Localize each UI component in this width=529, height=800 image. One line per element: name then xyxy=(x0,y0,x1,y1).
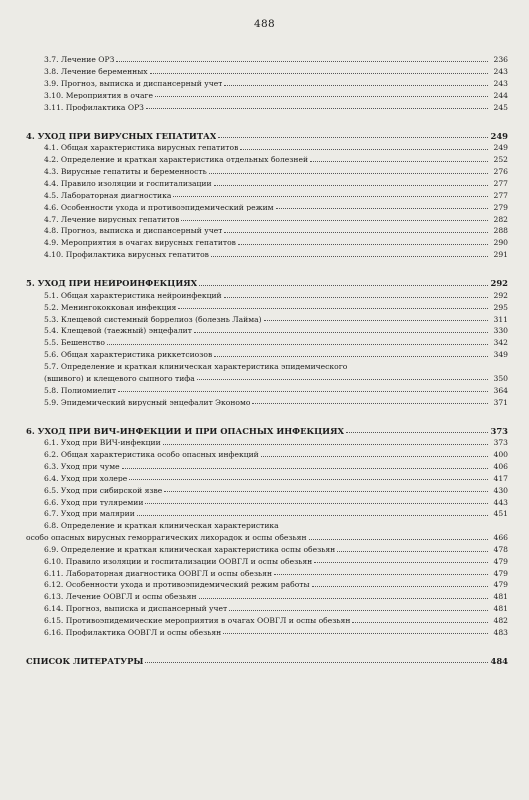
toc-entry-page: 406 xyxy=(493,462,508,472)
leader-dots xyxy=(224,297,488,298)
leader-dots xyxy=(346,432,488,433)
toc-entry-label: особо опасных вирусных геморрагических лихорадок и оспы обезьян xyxy=(26,534,307,542)
leader-dots xyxy=(314,562,488,563)
table-of-contents xyxy=(20,52,508,665)
toc-entry[interactable] xyxy=(20,323,508,335)
toc-entry-label: 4.7. Лечение вирусных гепатитов xyxy=(44,215,180,224)
toc-entry[interactable] xyxy=(20,459,508,471)
leader-dots xyxy=(178,308,488,309)
toc-entry-page: 243 xyxy=(493,67,508,77)
toc-entry-page: 479 xyxy=(493,580,508,590)
toc-entry-page: 364 xyxy=(493,385,508,395)
ch5-items xyxy=(20,288,508,406)
toc-entry-page: 481 xyxy=(493,592,508,602)
toc-entry-label: 6.3. Уход при чуме xyxy=(44,463,120,471)
toc-entry[interactable] xyxy=(20,211,508,223)
toc-entry[interactable] xyxy=(20,447,508,459)
toc-entry-label: 5.7. Определение и краткая клиническая характеристика эпидемического xyxy=(44,362,348,371)
literature-heading[interactable] xyxy=(20,646,508,665)
page-number: 488 xyxy=(254,18,275,30)
toc-entry-label: 5.8. Полиомиелит xyxy=(44,386,117,395)
toc-entry[interactable] xyxy=(20,140,508,152)
leader-dots xyxy=(163,444,488,445)
toc-entry[interactable] xyxy=(20,199,508,211)
chapter-title: 5. УХОД ПРИ НЕЙРОИНФЕКЦИЯХ xyxy=(26,279,198,288)
toc-entry[interactable] xyxy=(20,64,508,76)
toc-entry-page: 371 xyxy=(493,397,508,407)
chapter-heading[interactable] xyxy=(20,121,508,140)
ch3-items xyxy=(20,52,508,111)
toc-entry-page: 295 xyxy=(493,302,508,312)
leader-dots xyxy=(264,320,488,321)
toc-entry-label: 4.6. Особенности ухода и противоэпидемический режим xyxy=(44,203,274,212)
toc-entry-page: 350 xyxy=(493,373,508,383)
toc-entry-page: 479 xyxy=(493,556,508,566)
toc-entry-page: 291 xyxy=(493,250,508,260)
toc-entry[interactable] xyxy=(20,394,508,406)
toc-entry-label: 3.7. Лечение ОРЗ xyxy=(44,56,115,64)
leader-dots xyxy=(214,185,488,186)
toc-entry[interactable] xyxy=(20,542,508,554)
leader-dots xyxy=(252,403,488,404)
toc-entry-label: 4.3. Вирусные гепатиты и беременность xyxy=(44,168,207,176)
toc-entry-label: 4.9. Мероприятия в очагах вирусных гепатитов xyxy=(44,239,236,247)
toc-entry-page: 482 xyxy=(493,616,508,625)
toc-entry-page: 282 xyxy=(493,214,508,224)
toc-entry-label: 5.2. Менингококковая инфекция xyxy=(44,303,177,312)
leader-dots xyxy=(214,356,488,357)
toc-entry-label: 4.5. Лабораторная диагностика xyxy=(44,191,172,200)
toc-entry-page: 483 xyxy=(493,627,508,637)
toc-entry[interactable] xyxy=(20,494,508,506)
toc-entry-label: 6.6. Уход при туляремии xyxy=(44,498,144,507)
toc-entry-page: 430 xyxy=(493,485,508,495)
toc-entry-label: 6.5. Уход при сибирской язве xyxy=(44,486,163,495)
toc-entry-page: 330 xyxy=(493,326,508,336)
toc-entry-page: 466 xyxy=(493,533,508,543)
leader-dots xyxy=(229,610,488,611)
toc-entry[interactable] xyxy=(20,235,508,247)
toc-entry[interactable] xyxy=(20,99,508,111)
toc-entry-label: 3.9. Прогноз, выписка и диспансерный учет xyxy=(44,79,223,88)
toc-entry-label: 4.8. Прогноз, выписка и диспансерный учет xyxy=(44,227,223,235)
toc-entry[interactable] xyxy=(20,371,508,383)
toc-entry-page: 236 xyxy=(493,55,508,65)
leader-dots xyxy=(155,96,488,97)
toc-entry-page: 288 xyxy=(493,226,508,236)
leader-dots xyxy=(181,220,488,221)
toc-entry[interactable] xyxy=(20,589,508,601)
toc-entry-page: 373 xyxy=(493,438,508,448)
toc-entry-label: 6.7. Уход при малярии xyxy=(44,510,135,518)
chapter-page: 249 xyxy=(490,130,508,141)
toc-entry-page: 443 xyxy=(493,497,508,507)
toc-entry[interactable] xyxy=(20,554,508,566)
toc-entry[interactable] xyxy=(20,288,508,300)
toc-entry[interactable] xyxy=(20,76,508,88)
toc-entry[interactable] xyxy=(20,613,508,625)
leader-dots xyxy=(238,244,488,245)
toc-entry-page: 243 xyxy=(493,78,508,88)
ch4-items xyxy=(20,140,508,258)
leader-dots xyxy=(352,622,488,623)
leader-dots xyxy=(122,468,488,469)
toc-entry-label: 3.11. Профилактика ОРЗ xyxy=(44,103,144,112)
toc-entry-label: 6.2. Общая характеристика особо опасных инфекций xyxy=(44,451,259,459)
chapter-page: 292 xyxy=(490,278,508,289)
leader-dots xyxy=(209,173,488,174)
toc-entry-wrapped-line[interactable] xyxy=(20,518,508,530)
toc-entry-page: 481 xyxy=(493,604,508,614)
toc-entry-page: 279 xyxy=(493,202,508,212)
leader-dots xyxy=(310,161,488,162)
toc-entry-label: 5.9. Эпидемический вирусный энцефалит Экономо xyxy=(44,398,251,407)
toc-entry-label: 6.8. Определение и краткая клиническая характеристика xyxy=(44,522,279,530)
toc-entry-label: 5.6. Общая характеристика риккетсиозов xyxy=(44,351,213,359)
leader-dots xyxy=(199,285,488,286)
toc-entry-label: 6.16. Профилактика ООВГЛ и оспы обезьян xyxy=(44,628,222,637)
toc-entry[interactable] xyxy=(20,601,508,613)
toc-entry-page: 245 xyxy=(493,102,508,112)
toc-entry[interactable] xyxy=(20,335,508,347)
toc-entry-label: 6.13. Лечение ООВГЛ и оспы обезьян xyxy=(44,593,197,601)
leader-dots xyxy=(224,85,488,86)
toc-entry[interactable] xyxy=(20,164,508,176)
toc-entry-page: 479 xyxy=(493,568,508,578)
toc-entry-page: 311 xyxy=(493,314,508,324)
toc-entry-page: 478 xyxy=(493,544,508,554)
toc-entry-label: 6.9. Определение и краткая клиническая характеристика оспы обезьян xyxy=(44,545,336,554)
toc-entry-label: 3.10. Мероприятия в очаге xyxy=(44,91,153,100)
leader-dots xyxy=(223,633,488,634)
toc-entry-label: 6.12. Особенности ухода и противоэпидемический режим работы xyxy=(44,581,310,590)
toc-entry[interactable] xyxy=(20,300,508,312)
toc-entry[interactable] xyxy=(20,88,508,100)
toc-entry-label: (вшивого) и клещевого сыпного тифа xyxy=(44,374,195,383)
toc-entry-label: 5.5. Бешенство xyxy=(44,339,105,347)
toc-entry-label: 4.1. Общая характеристика вирусных гепатитов xyxy=(44,144,239,153)
toc-entry-label: 5.1. Общая характеристика нейроинфекций xyxy=(44,291,222,300)
toc-entry-label: 5.4. Клещевой (таежный) энцефалит xyxy=(44,327,192,336)
literature-page: 484 xyxy=(490,656,508,667)
toc-entry-page: 342 xyxy=(493,338,508,348)
toc-entry-label: 5.3. Клещевой системный боррелиоз (болезнь Лайма) xyxy=(44,315,262,324)
leader-dots xyxy=(194,332,488,333)
leader-dots xyxy=(199,598,488,599)
toc-entry-label: 6.4. Уход при холере xyxy=(44,474,128,483)
literature-title: СПИСОК ЛИТЕРАТУРЫ xyxy=(26,657,144,666)
toc-entry-page: 252 xyxy=(493,155,508,165)
toc-entry-page: 277 xyxy=(493,190,508,200)
chapter-heading[interactable] xyxy=(20,416,508,435)
toc-entry-label: 6.14. Прогноз, выписка и диспансерный учет xyxy=(44,605,228,613)
toc-entry[interactable] xyxy=(20,52,508,64)
toc-entry[interactable] xyxy=(20,176,508,188)
toc-entry-label: 4.2. Определение и краткая характеристика отдельных болезней xyxy=(44,156,309,164)
toc-entry[interactable] xyxy=(20,311,508,323)
toc-entry[interactable] xyxy=(20,223,508,235)
toc-entry-page: 417 xyxy=(493,473,508,483)
toc-entry[interactable] xyxy=(20,188,508,200)
toc-entry-page: 400 xyxy=(493,450,508,460)
leader-dots xyxy=(309,539,488,540)
leader-dots xyxy=(164,491,488,492)
chapter-title: 4. УХОД ПРИ ВИРУСНЫХ ГЕПАТИТАХ xyxy=(26,131,217,141)
leader-dots xyxy=(173,196,488,197)
toc-entry[interactable] xyxy=(20,382,508,394)
leader-dots xyxy=(211,256,488,257)
toc-entry-label: 6.1. Уход при ВИЧ-инфекции xyxy=(44,439,161,447)
leader-dots xyxy=(224,232,488,233)
leader-dots xyxy=(118,391,488,392)
toc-entry-label: 4.10. Профилактика вирусных гепатитов xyxy=(44,251,209,259)
leader-dots xyxy=(240,149,488,150)
toc-entry-label: 6.15. Противоэпидемические мероприятия в очагах ООВГЛ и оспы обезьян xyxy=(44,617,351,625)
leader-dots xyxy=(150,73,488,74)
toc-entry[interactable] xyxy=(20,435,508,447)
ch6-items xyxy=(20,435,508,636)
leader-dots xyxy=(261,456,488,457)
leader-dots xyxy=(129,479,488,480)
toc-entry[interactable] xyxy=(20,530,508,542)
toc-entry-label: 4.4. Правило изоляции и госпитализации xyxy=(44,180,212,188)
toc-entry-page: 276 xyxy=(493,167,508,177)
toc-entry-label: 6.10. Правило изоляции и госпитализации ООВГЛ и оспы обезьян xyxy=(44,557,313,566)
leader-dots xyxy=(137,515,488,516)
toc-entry-page: 451 xyxy=(493,509,508,519)
chapter-heading[interactable] xyxy=(20,269,508,288)
toc-entry-page: 349 xyxy=(493,350,508,360)
toc-entry[interactable] xyxy=(20,471,508,483)
leader-dots xyxy=(276,208,488,209)
leader-dots xyxy=(197,379,488,380)
leader-dots xyxy=(145,503,488,504)
chapter-title: 6. УХОД ПРИ ВИЧ-ИНФЕКЦИИ И ПРИ ОПАСНЫХ ИНФЕКЦИЯХ xyxy=(26,426,344,436)
leader-dots xyxy=(146,108,488,109)
toc-entry[interactable] xyxy=(20,347,508,359)
chapter-page: 373 xyxy=(490,425,508,436)
toc-entry[interactable] xyxy=(20,247,508,259)
toc-entry-page: 277 xyxy=(493,179,508,188)
toc-entry-page: 244 xyxy=(493,90,508,100)
toc-entry[interactable] xyxy=(20,625,508,637)
toc-entry[interactable] xyxy=(20,506,508,518)
leader-dots xyxy=(145,662,488,663)
toc-entry-page: 292 xyxy=(493,290,508,300)
leader-dots xyxy=(218,137,488,138)
leader-dots xyxy=(274,574,488,575)
toc-entry[interactable] xyxy=(20,482,508,494)
toc-entry-page: 290 xyxy=(493,238,508,248)
toc-entry[interactable] xyxy=(20,565,508,577)
toc-entry-label: 6.11. Лабораторная диагностика ООВГЛ и оспы обезьян xyxy=(44,569,273,578)
toc-entry-page: 249 xyxy=(493,143,508,153)
toc-entry-wrapped-line[interactable] xyxy=(20,359,508,371)
toc-entry[interactable] xyxy=(20,152,508,164)
leader-dots xyxy=(116,61,488,62)
leader-dots xyxy=(312,586,488,587)
leader-dots xyxy=(107,344,488,345)
toc-entry[interactable] xyxy=(20,577,508,589)
leader-dots xyxy=(337,551,488,552)
toc-entry-label: 3.8. Лечение беременных xyxy=(44,68,148,76)
